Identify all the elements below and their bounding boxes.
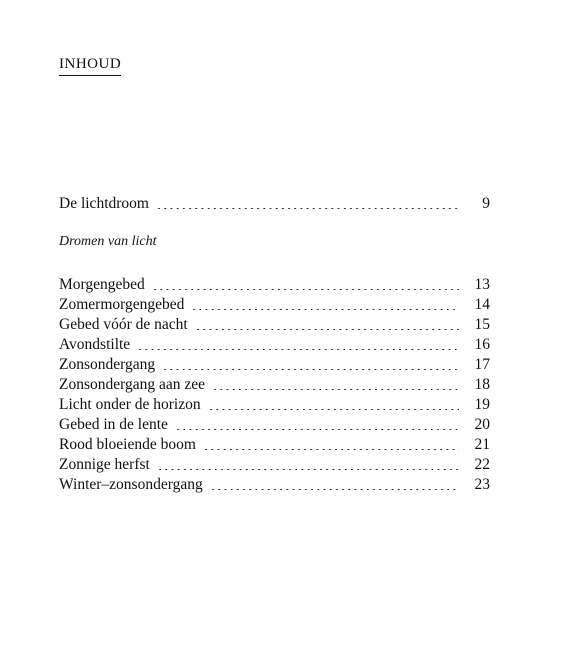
toc-entry-title: Rood bloeiende boom bbox=[59, 436, 196, 453]
section-title: Dromen van licht bbox=[59, 234, 157, 249]
toc-entry-page: 20 bbox=[474, 416, 490, 433]
dot-leader bbox=[212, 389, 459, 390]
dot-leader bbox=[203, 449, 459, 450]
toc-entry[interactable] bbox=[59, 275, 490, 295]
toc-entry-title: Avondstilte bbox=[59, 336, 131, 353]
toc-entry-page: 9 bbox=[482, 195, 490, 212]
dot-leader bbox=[195, 329, 459, 330]
page-title: INHOUD bbox=[59, 55, 121, 76]
toc-entry[interactable] bbox=[59, 194, 490, 214]
dot-leader bbox=[152, 289, 459, 290]
dot-leader bbox=[210, 489, 459, 490]
dot-leader bbox=[208, 409, 459, 410]
toc-entry-page: 13 bbox=[474, 276, 490, 293]
toc-entry[interactable] bbox=[59, 315, 490, 335]
toc-entry-page: 15 bbox=[474, 316, 490, 333]
toc-entry-title: Gebed vóór de nacht bbox=[59, 316, 188, 333]
toc-entry-page: 19 bbox=[474, 396, 490, 413]
toc-entry[interactable] bbox=[59, 475, 490, 495]
toc-entry[interactable] bbox=[59, 415, 490, 435]
toc-entry[interactable] bbox=[59, 355, 490, 375]
toc-entry-page: 18 bbox=[474, 376, 490, 393]
toc-entry[interactable] bbox=[59, 375, 490, 395]
toc-entry-page: 17 bbox=[474, 356, 490, 373]
toc-entry-title: Zonsondergang bbox=[59, 356, 156, 373]
toc-entry-page: 22 bbox=[474, 456, 490, 473]
dot-leader bbox=[157, 469, 459, 470]
toc-entry[interactable] bbox=[59, 395, 490, 415]
toc-entry-title: Zonsondergang aan zee bbox=[59, 376, 206, 393]
toc-entry[interactable] bbox=[59, 335, 490, 355]
toc-entry-title: De lichtdroom bbox=[59, 195, 149, 212]
dot-leader bbox=[156, 208, 459, 209]
toc-entry-title: Zomermorgengebed bbox=[59, 296, 185, 313]
dot-leader bbox=[162, 369, 459, 370]
toc-entry-page: 16 bbox=[474, 336, 490, 353]
toc-entry-page: 23 bbox=[474, 476, 490, 493]
toc-entry[interactable] bbox=[59, 295, 490, 315]
toc-entry-title: Zonnige herfst bbox=[59, 456, 150, 473]
toc-entry-page: 14 bbox=[474, 296, 490, 313]
toc-entry-title: Morgengebed bbox=[59, 276, 145, 293]
toc-entry[interactable] bbox=[59, 455, 490, 475]
dot-leader bbox=[191, 309, 459, 310]
dot-leader bbox=[175, 429, 459, 430]
toc-entry-title: Gebed in de lente bbox=[59, 416, 168, 433]
toc-entry-page: 21 bbox=[474, 436, 490, 453]
toc-entry[interactable] bbox=[59, 435, 490, 455]
dot-leader bbox=[137, 349, 459, 350]
toc-entry-title: Licht onder de horizon bbox=[59, 396, 201, 413]
toc-entry-title: Winter–zonsondergang bbox=[59, 476, 203, 493]
